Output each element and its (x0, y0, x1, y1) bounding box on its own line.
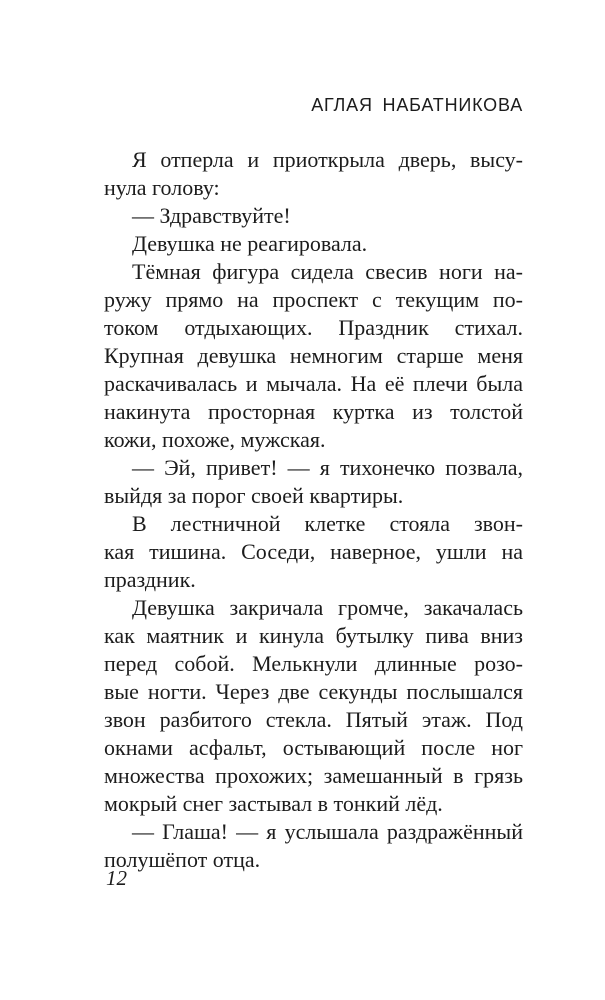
text-line: — Эй, привет! — я тихонечко позвала, (132, 455, 523, 480)
page-number: 12 (106, 866, 127, 890)
text-line: перед собой. Мелькнули длинные розо- (104, 651, 523, 676)
text-line: нула голову: (104, 175, 220, 200)
text-line: мокрый снег застывал в тонкий лёд. (104, 791, 443, 816)
text-line: — Здравствуйте! (132, 203, 291, 228)
text-line: множества прохожих; замешанный в грязь (104, 763, 523, 788)
text-line: кая тишина. Соседи, наверное, ушли на (104, 539, 523, 564)
text-line: кожи, похоже, мужская. (104, 427, 326, 452)
text-line: Тёмная фигура сидела свесив ноги на- (132, 259, 523, 284)
text-line: Девушка не реагировала. (132, 231, 368, 256)
text-line: как маятник и кинула бутылку пива вниз (104, 623, 523, 648)
text-line: выйдя за порог своей квартиры. (104, 483, 404, 508)
text-line: раскачивалась и мычала. На её плечи была (104, 371, 523, 396)
text-line: Девушка закричала громче, закачалась (132, 595, 523, 620)
text-line: Я отперла и приоткрыла дверь, высу- (132, 147, 523, 172)
text-line: током отдыхающих. Праздник стихал. (104, 315, 523, 340)
text-line: — Глаша! — я услышала раздражённый (132, 819, 523, 844)
body-text (104, 146, 523, 874)
text-line: вые ногти. Через две секунды послышался (104, 679, 523, 704)
text-line: Крупная девушка немногим старше меня (104, 343, 523, 368)
text-line: полушёпот отца. (104, 847, 261, 872)
text-line: В лестничной клетке стояла звон- (132, 511, 523, 536)
text-line: праздник. (104, 567, 196, 592)
text-line: ружу прямо на проспект с текущим по- (104, 287, 523, 312)
text-line: окнами асфальт, остывающий после ног (104, 735, 523, 760)
text-line: накинута просторная куртка из толстой (104, 399, 523, 424)
text-line: звон разбитого стекла. Пятый этаж. Под (104, 707, 523, 732)
running-head-author: АГЛАЯ НАБАТНИКОВА (311, 95, 523, 115)
